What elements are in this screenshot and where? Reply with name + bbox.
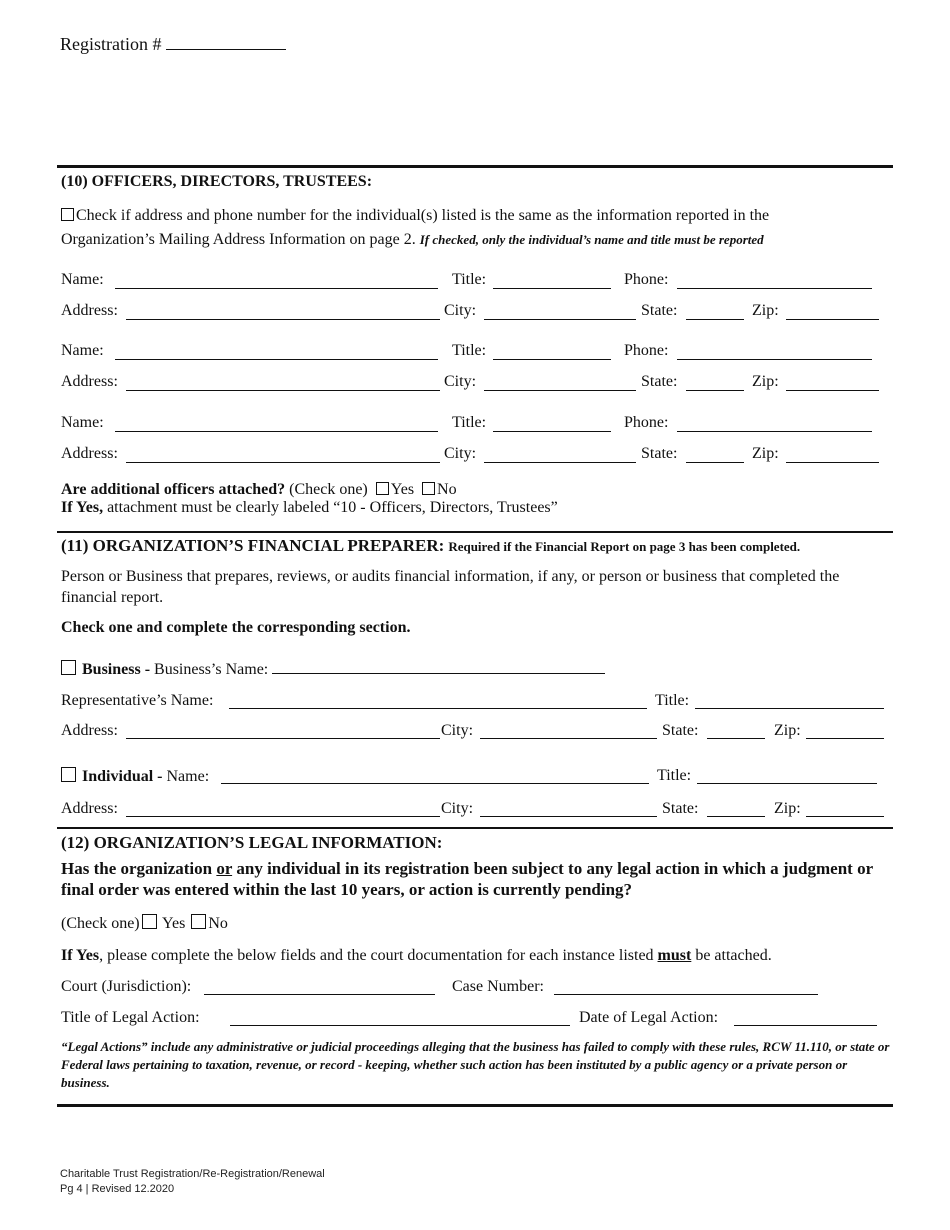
business-zip-label: Zip: <box>774 722 801 739</box>
individual-address-input[interactable] <box>126 802 440 817</box>
individual-zip-input[interactable] <box>806 802 884 817</box>
same-address-note: If checked, only the individual’s name and title must be reported <box>419 232 764 247</box>
officer-state-label: State: <box>641 445 678 462</box>
officer-zip-label: Zip: <box>752 373 779 390</box>
officer-address-input[interactable] <box>126 448 440 463</box>
officer-phone-input[interactable] <box>677 274 872 289</box>
individual-title-input[interactable] <box>697 769 877 784</box>
footer-title: Charitable Trust Registration/Re-Registration/Renewal <box>60 1168 325 1180</box>
rep-title-label: Title: <box>655 692 690 709</box>
section-divider <box>57 165 893 168</box>
officer-name-label: Name: <box>61 342 104 359</box>
section-divider <box>57 1104 893 1107</box>
officer-title-input[interactable] <box>493 274 611 289</box>
officer-address-input[interactable] <box>126 376 440 391</box>
rep-name-input[interactable] <box>229 694 647 709</box>
individual-state-label: State: <box>662 800 699 817</box>
business-city-label: City: <box>441 722 474 739</box>
officer-city-label: City: <box>444 445 477 462</box>
officer-address-label: Address: <box>61 445 118 462</box>
officer-city-label: City: <box>444 302 477 319</box>
case-number-label: Case Number: <box>452 978 544 995</box>
legal-yes-checkbox[interactable] <box>142 914 157 929</box>
legal-if-yes: If Yes, please complete the below fields and the court documentation for each instance listed must be attached. <box>61 947 772 964</box>
individual-checkbox[interactable] <box>61 767 76 782</box>
officer-phone-label: Phone: <box>624 271 669 288</box>
same-address-row-2: Organization’s Mailing Address Information on page 2. If checked, only the individual’s name and title must be reported <box>61 231 764 248</box>
officer-title-label: Title: <box>452 342 487 359</box>
additional-officers-row: Are additional officers attached? (Check one) Yes No <box>61 481 457 498</box>
officer-state-label: State: <box>641 302 678 319</box>
officer-name-input[interactable] <box>115 274 438 289</box>
individual-city-input[interactable] <box>480 802 657 817</box>
financial-preparer-instruction: Check one and complete the corresponding section. <box>61 619 411 636</box>
business-address-label: Address: <box>61 722 118 739</box>
officer-name-input[interactable] <box>115 345 438 360</box>
officer-state-input[interactable] <box>686 448 744 463</box>
business-zip-input[interactable] <box>806 724 884 739</box>
officer-phone-input[interactable] <box>677 417 872 432</box>
business-city-input[interactable] <box>480 724 657 739</box>
financial-preparer-description: Person or Business that prepares, reviews, or audits financial information, if any, or person or business that completed the financial report. <box>61 568 840 606</box>
officer-zip-label: Zip: <box>752 302 779 319</box>
officer-phone-input[interactable] <box>677 345 872 360</box>
same-address-checkbox[interactable] <box>61 208 74 221</box>
section-11-heading: (11) ORGANIZATION’S FINANCIAL PREPARER: Required if the Financial Report on page 3 has been completed. <box>61 536 801 555</box>
additional-yes-checkbox[interactable] <box>376 482 389 495</box>
same-address-row: Check if address and phone number for the individual(s) listed is the same as the information reported in the <box>61 207 769 225</box>
officer-address-label: Address: <box>61 302 118 319</box>
officer-phone-label: Phone: <box>624 414 669 431</box>
officer-zip-input[interactable] <box>786 305 879 320</box>
court-label: Court (Jurisdiction): <box>61 978 192 995</box>
officer-state-label: State: <box>641 373 678 390</box>
rep-name-label: Representative’s Name: <box>61 692 214 709</box>
officer-title-input[interactable] <box>493 417 611 432</box>
legal-check-row: (Check one) Yes No <box>61 915 228 932</box>
footer-page: Pg 4 | Revised 12.2020 <box>60 1183 175 1195</box>
officer-phone-label: Phone: <box>624 342 669 359</box>
officer-name-label: Name: <box>61 414 104 431</box>
officer-city-input[interactable] <box>484 305 636 320</box>
officer-name-label: Name: <box>61 271 104 288</box>
legal-no-checkbox[interactable] <box>191 914 206 929</box>
individual-zip-label: Zip: <box>774 800 801 817</box>
officer-title-label: Title: <box>452 414 487 431</box>
registration-label: Registration # <box>60 34 286 55</box>
court-input[interactable] <box>204 980 435 995</box>
business-row: Business - Business’s Name: <box>61 659 605 679</box>
registration-input[interactable] <box>166 35 286 50</box>
officer-title-input[interactable] <box>493 345 611 360</box>
business-address-input[interactable] <box>126 724 440 739</box>
individual-state-input[interactable] <box>707 802 765 817</box>
section-12-heading: (12) ORGANIZATION’S LEGAL INFORMATION: <box>61 833 443 852</box>
section-10-heading: (10) OFFICERS, DIRECTORS, TRUSTEES: <box>61 173 373 190</box>
individual-title-label: Title: <box>657 767 692 784</box>
individual-address-label: Address: <box>61 800 118 817</box>
additional-officers-note: If Yes, attachment must be clearly labeled “10 - Officers, Directors, Trustees” <box>61 499 558 516</box>
officer-address-input[interactable] <box>126 305 440 320</box>
officer-city-label: City: <box>444 373 477 390</box>
legal-actions-footnote: “Legal Actions” include any administrative or judicial proceedings alleging that the business has failed to comply with these rules, RCW 11.110, or state or Federal laws pertaining to taxation, revenue, or record - keeping, whether such action has been instituted by a public agency or a private person or business. <box>61 1039 890 1090</box>
additional-no-checkbox[interactable] <box>422 482 435 495</box>
business-state-label: State: <box>662 722 699 739</box>
officer-state-input[interactable] <box>686 376 744 391</box>
business-name-input[interactable] <box>272 659 605 674</box>
officer-zip-input[interactable] <box>786 448 879 463</box>
officer-address-label: Address: <box>61 373 118 390</box>
legal-date-label: Date of Legal Action: <box>579 1009 719 1026</box>
individual-row: Individual - Name: <box>61 767 209 786</box>
officer-city-input[interactable] <box>484 448 636 463</box>
individual-name-input[interactable] <box>221 769 649 784</box>
legal-title-input[interactable] <box>230 1011 570 1026</box>
rep-title-input[interactable] <box>695 694 884 709</box>
officer-name-input[interactable] <box>115 417 438 432</box>
section-divider <box>57 531 893 533</box>
officer-state-input[interactable] <box>686 305 744 320</box>
business-state-input[interactable] <box>707 724 765 739</box>
officer-city-input[interactable] <box>484 376 636 391</box>
officer-title-label: Title: <box>452 271 487 288</box>
officer-zip-label: Zip: <box>752 445 779 462</box>
individual-city-label: City: <box>441 800 474 817</box>
legal-title-label: Title of Legal Action: <box>61 1009 200 1026</box>
legal-question: Has the organization or any individual in its registration been subject to any legal action in which a judgment or final order was entered within the last 10 years, or action is currently pending? <box>61 859 873 899</box>
business-checkbox[interactable] <box>61 660 76 675</box>
section-divider <box>57 827 893 829</box>
case-number-input[interactable] <box>554 980 818 995</box>
legal-date-input[interactable] <box>734 1011 877 1026</box>
officer-zip-input[interactable] <box>786 376 879 391</box>
